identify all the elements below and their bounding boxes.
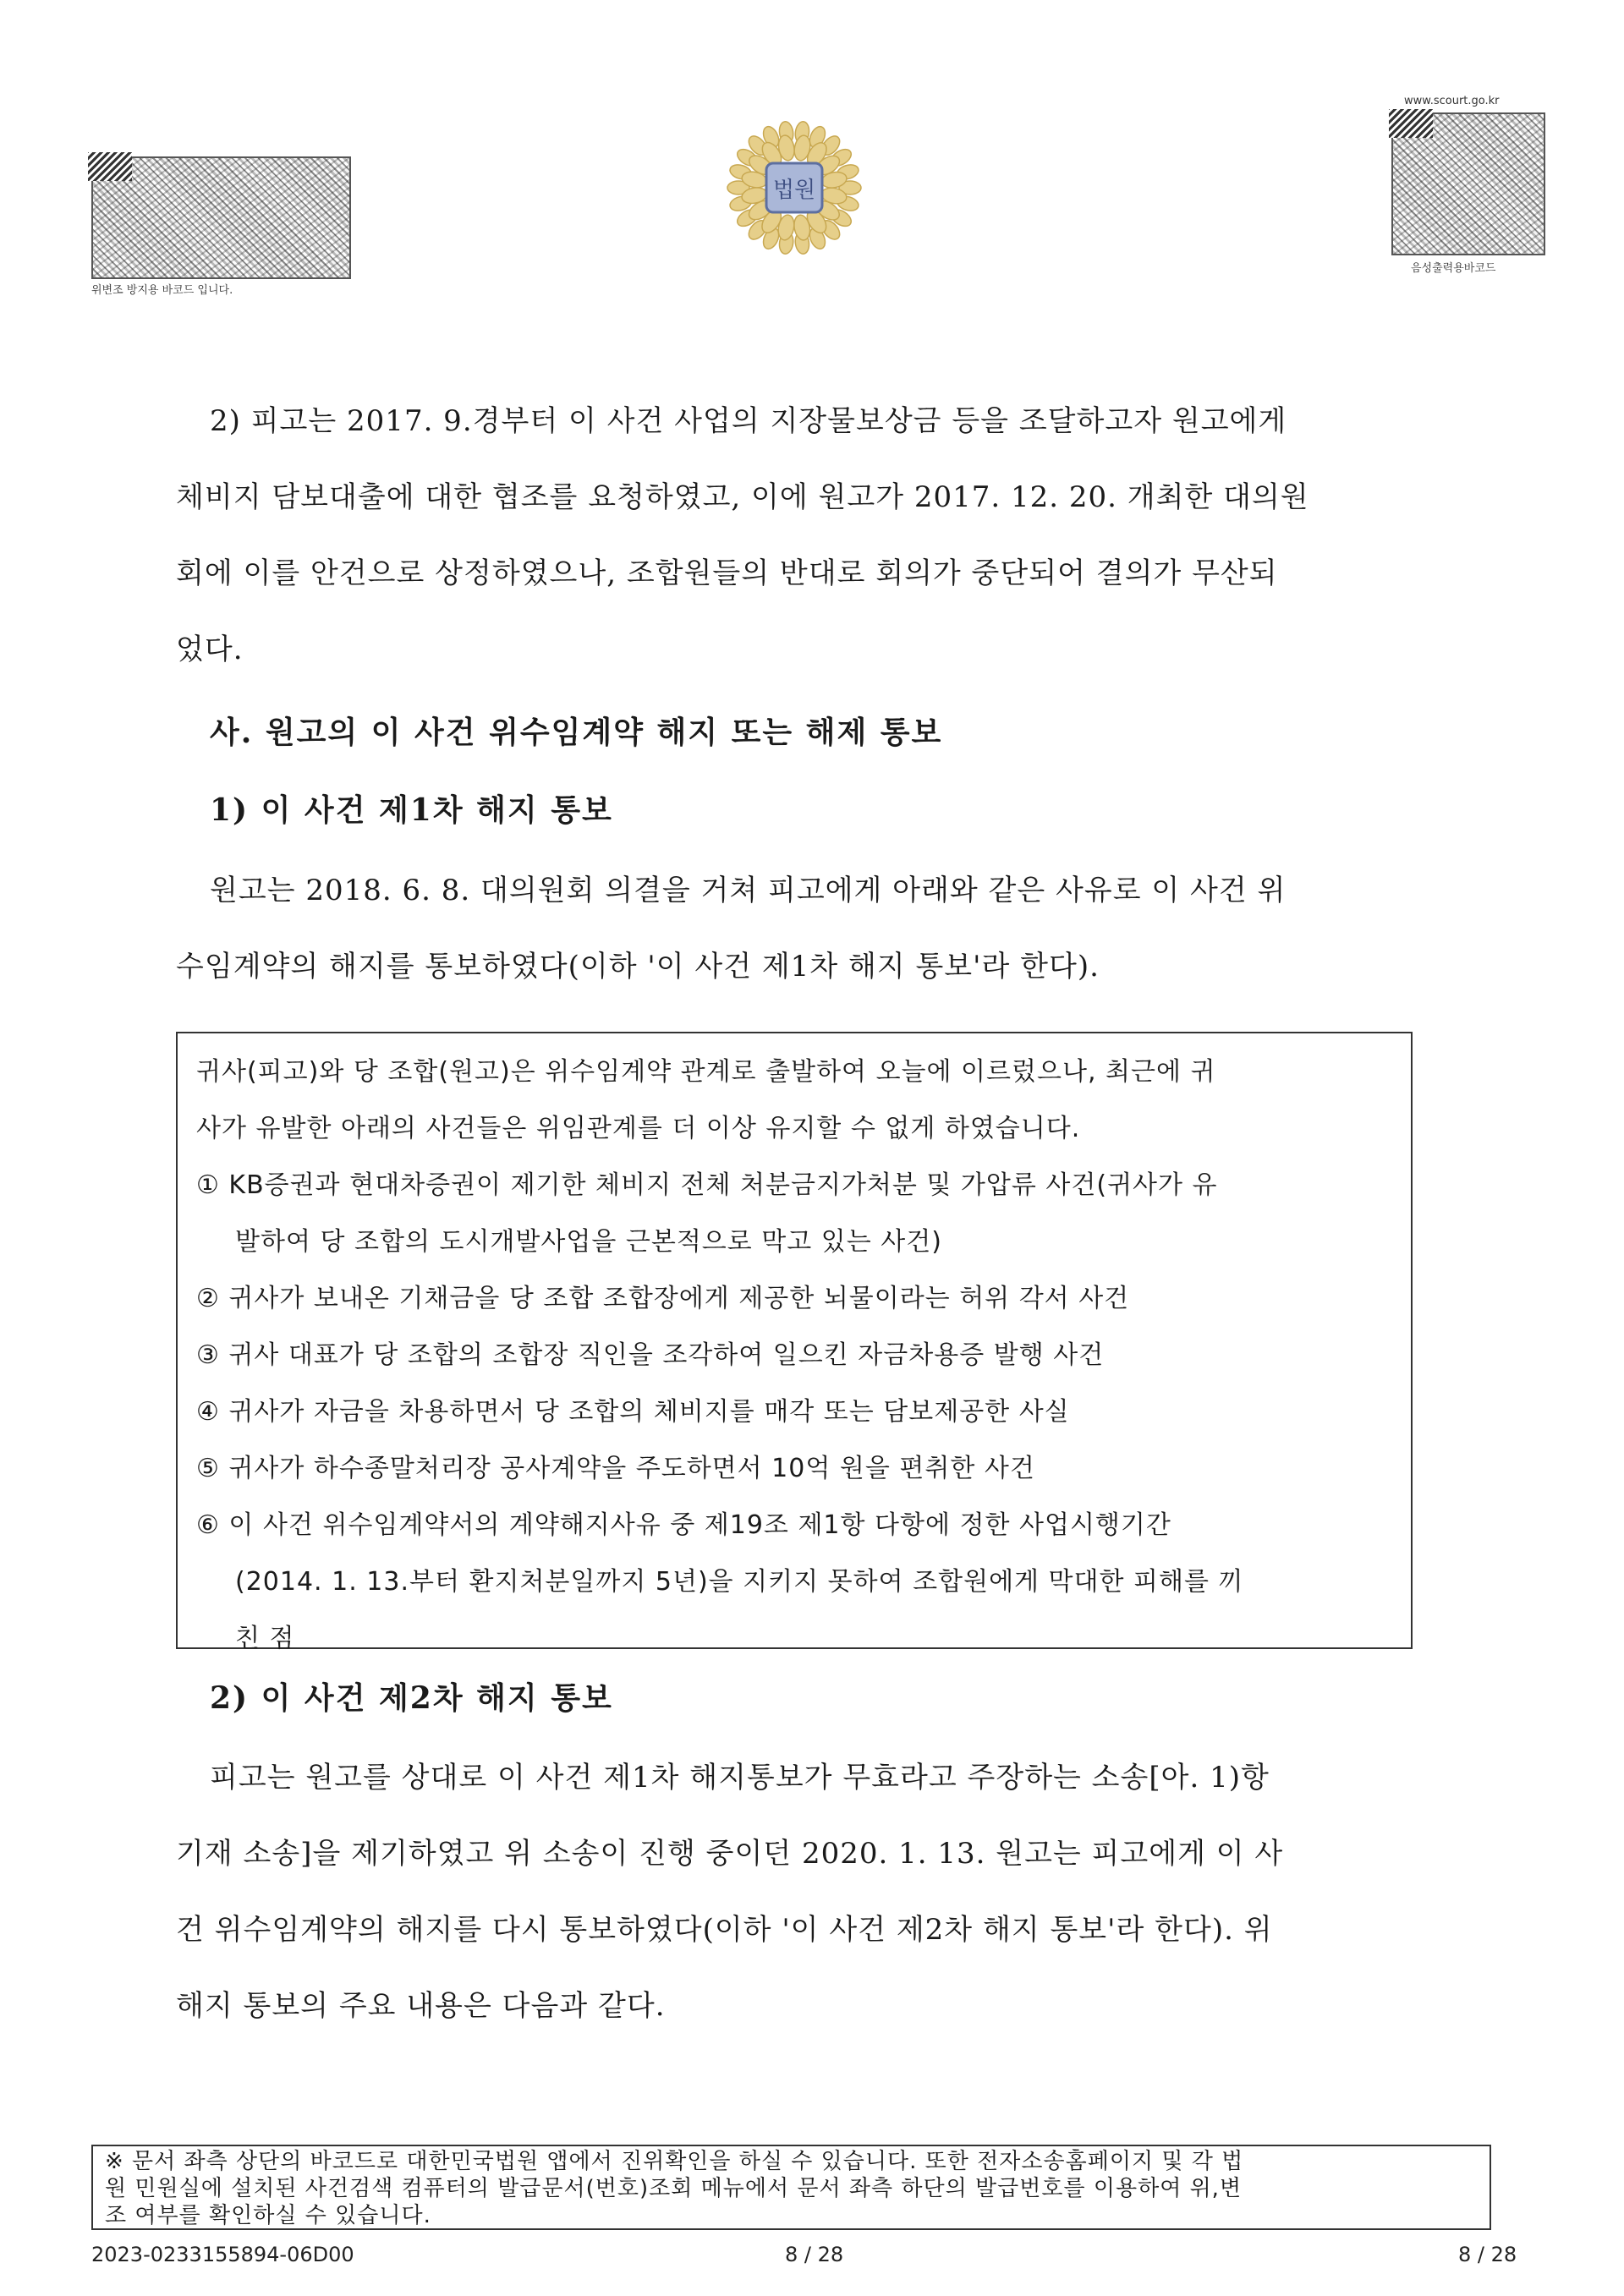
notice-line: 원 민원실에 설치된 사건검색 컴퓨터의 발급문서(번호)조회 메뉴에서 문서 좌측 하단의 발급번호를 이용하여 위,변 xyxy=(105,2176,1243,2201)
section-heading-sa: 사. 원고의 이 사건 위수임계약 해지 또는 해제 통보 xyxy=(210,715,943,750)
text-line: 회에 이를 안건으로 상정하였으나, 조합원들의 반대로 회의가 중단되어 결의가 무산되 xyxy=(176,556,1278,590)
text-line: 건 위수임계약의 해지를 다시 통보하였다(이하 '이 사건 제2차 해지 통보'라 한다). 위 xyxy=(176,1913,1273,1947)
notice-line: ※ 문서 좌측 상단의 바코드로 대한민국법원 앱에서 진위확인을 하실 수 있습니다. 또한 전자소송홈페이지 및 각 법 xyxy=(105,2149,1244,2174)
text-line: 기재 소송]을 제기하였고 위 소송이 진행 중이던 2020. 1. 13. 원고는 피고에게 이 사 xyxy=(176,1837,1284,1871)
text-line: 피고는 원고를 상대로 이 사건 제1차 해지통보가 무효라고 주장하는 소송[아. 1)항 xyxy=(210,1761,1270,1795)
corner-stripe-mark xyxy=(88,152,132,181)
reason-item-3: ③ 귀사 대표가 당 조합의 조합장 직인을 조각하여 일으킨 자금차용증 발행 사건 xyxy=(196,1340,1105,1370)
seal-text: 법원 xyxy=(772,178,816,203)
court-seal-logo xyxy=(726,117,863,259)
reason-item-1: ① KB증권과 현대차증권이 제기한 체비지 전체 처분금지가처분 및 가압류 사건(귀사가 유 xyxy=(196,1170,1218,1200)
reason-item-5: ⑤ 귀사가 하수종말처리장 공사계약을 주도하면서 10억 원을 편취한 사건 xyxy=(196,1454,1035,1483)
verification-notice xyxy=(91,2145,1491,2230)
text-line: 해지 통보의 주요 내용은 다음과 같다. xyxy=(176,1989,666,2023)
text-line: 원고는 2018. 6. 8. 대의원회 의결을 거쳐 피고에게 아래와 같은 사유로 이 사건 위 xyxy=(210,874,1287,907)
notice-line: 조 여부를 확인하실 수 있습니다. xyxy=(105,2203,431,2228)
paragraph-first-termination xyxy=(176,852,1424,1005)
page-number-right: 8 / 28 xyxy=(1458,2243,1517,2266)
paragraph-second-termination xyxy=(176,1740,1424,2044)
court-url: www.scourt.go.kr xyxy=(1404,95,1500,107)
corner-stripe-mark-right xyxy=(1389,109,1433,138)
reason-item-1-cont: 발하여 당 조합의 도시개발사업을 근본적으로 막고 있는 사건) xyxy=(235,1227,942,1257)
paragraph-loan-request xyxy=(176,383,1424,688)
subsection-heading-1: 1) 이 사건 제1차 해지 통보 xyxy=(210,792,613,828)
reason-item-6-cont: 친 점 xyxy=(235,1624,295,1653)
reason-item-6: ⑥ 이 사건 위수임계약서의 계약해지사유 중 제19조 제1항 다항에 정한 사업시행기간 xyxy=(196,1510,1171,1540)
box-line: 귀사(피고)와 당 조합(원고)은 위수임계약 관계로 출발하여 오늘에 이르렀으나, 최근에 귀 xyxy=(196,1057,1216,1087)
reason-item-4: ④ 귀사가 자금을 차용하면서 당 조합의 체비지를 매각 또는 담보제공한 사실 xyxy=(196,1397,1070,1427)
text-line: 었다. xyxy=(176,633,244,666)
text-line: 2) 피고는 2017. 9.경부터 이 사건 사업의 지장물보상금 등을 조달하고자 원고에게 xyxy=(210,404,1287,438)
left-barcode-caption: 위변조 방지용 바코드 입니다. xyxy=(91,284,233,297)
right-barcode-caption: 음성출력용바코드 xyxy=(1411,262,1496,275)
text-line: 수임계약의 해지를 통보하였다(이하 '이 사건 제1차 해지 통보'라 한다). xyxy=(176,950,1100,984)
text-line: 체비지 담보대출에 대한 협조를 요청하였고, 이에 원고가 2017. 12. 20. 개최한 대의원 xyxy=(176,480,1309,514)
page-number-center: 8 / 28 xyxy=(785,2243,844,2266)
termination-reasons-box xyxy=(176,1032,1413,1653)
reason-item-6-cont: (2014. 1. 13.부터 환지처분일까지 5년)을 지키지 못하여 조합원에게 막대한 피해를 끼 xyxy=(235,1567,1244,1597)
reason-item-2: ② 귀사가 보내온 기채금을 당 조합 조합장에게 제공한 뇌물이라는 허위 각서 사건 xyxy=(196,1284,1130,1313)
box-line: 사가 유발한 아래의 사건들은 위임관계를 더 이상 유지할 수 없게 하였습니다. xyxy=(196,1114,1081,1143)
subsection-heading-2: 2) 이 사건 제2차 해지 통보 xyxy=(210,1680,613,1716)
issue-number: 2023-0233155894-06D00 xyxy=(91,2243,354,2266)
